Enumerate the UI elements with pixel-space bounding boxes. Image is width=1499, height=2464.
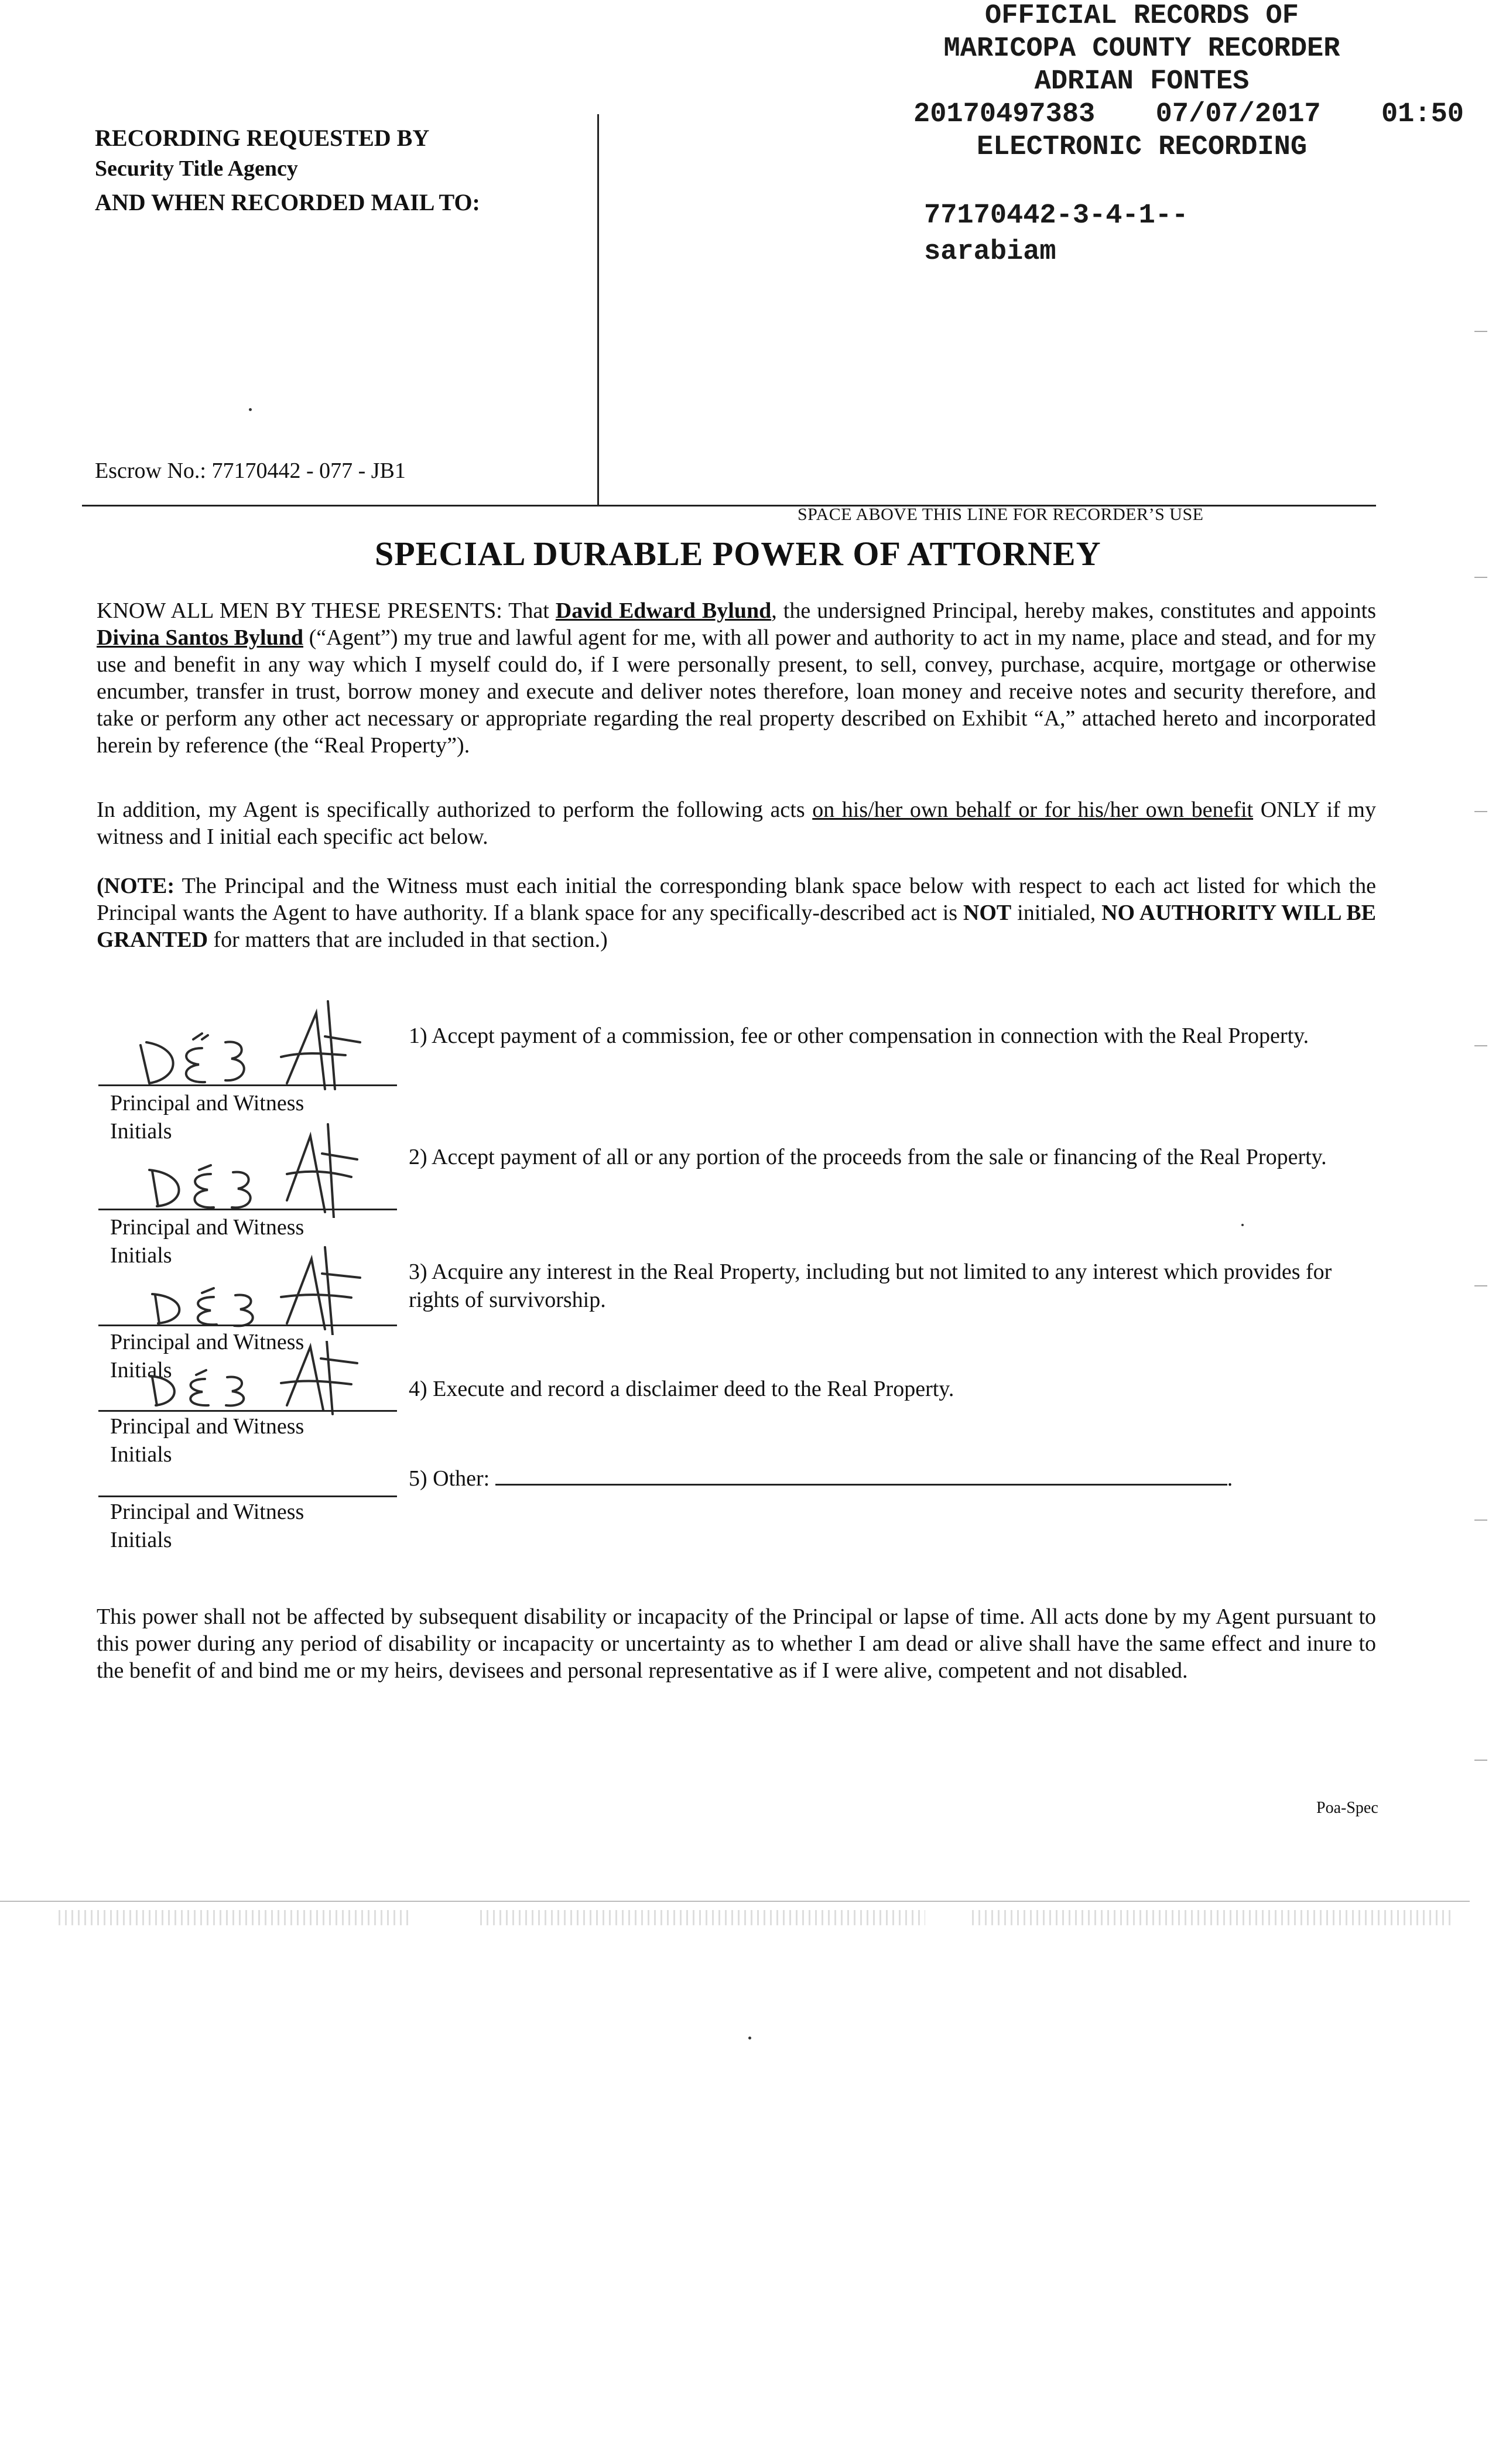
note-label: (NOTE: — [97, 874, 174, 898]
authorization-text-start: In addition, my Agent is specifically authorized to perform the following acts — [97, 798, 813, 822]
mail-to-label: AND WHEN RECORDED MAIL TO: — [95, 189, 480, 215]
principal-name: David Edward Bylund — [555, 598, 772, 623]
stamp-line-recorder-name: ADRIAN FONTES — [1034, 66, 1250, 97]
scan-edge-mark — [1474, 811, 1487, 812]
initials-signature-4 — [94, 1341, 375, 1417]
intro-text-mid: , the undersigned Principal, hereby makes, constitutes and appoints — [771, 598, 1376, 623]
scan-edge-line — [0, 1901, 1470, 1902]
form-code: Poa-Spec — [1316, 1799, 1378, 1817]
closing-paragraph: This power shall not be affected by subsequent disability or incapacity of the Principal or lapse of time. All acts done by my Agent pursuant to this power during any period of disability or incapacity or uncertainty as to whether I am dead or alive shall have the same effect and inure to the benefit of and bind me or my heirs, devisees and personal representative as if I were alive, competent and not disabled. — [97, 1604, 1376, 1683]
initials-label-bottom: Initials — [110, 1119, 172, 1144]
stamp-time: 01:50 — [1381, 99, 1464, 130]
initials-label-bottom: Initials — [110, 1358, 172, 1382]
initials-signature-2 — [94, 1118, 375, 1218]
act-item-5: 5) Other: . — [409, 1463, 1381, 1493]
act-item-4: 4) Execute and record a disclaimer deed to the Real Property. — [409, 1377, 954, 1401]
initials-label-5 — [110, 1498, 304, 1554]
intro-paragraph — [97, 597, 1376, 759]
initials-label-top: Principal and Witness — [110, 1414, 304, 1439]
intro-text-start: KNOW ALL MEN BY THESE PRESENTS: That — [97, 598, 556, 623]
note-mid: initialed, — [1011, 901, 1102, 925]
act-item-3: 3) Acquire any interest in the Real Property, including but not limited to any interest which provides for rights of survivorship. — [409, 1260, 1332, 1312]
stray-dot — [748, 2037, 751, 2039]
escrow-number: Escrow No.: 77170442 - 077 - JB1 — [95, 458, 406, 483]
initials-line-4 — [98, 1410, 397, 1412]
agency-name: Security Title Agency — [95, 156, 298, 181]
initials-signature-3 — [94, 1241, 375, 1335]
stray-dot — [1241, 1224, 1244, 1226]
act-item-2: 2) Accept payment of all or any portion of the proceeds from the sale or financing of the Real Property. — [409, 1145, 1327, 1169]
note-not: NOT — [963, 901, 1012, 925]
initials-line-1 — [98, 1084, 397, 1086]
authorization-underlined: on his/her own behalf or for his/her own benefit — [812, 798, 1254, 822]
initials-label-bottom: Initials — [110, 1528, 172, 1552]
authorization-text-end: ONLY if my witness and I initial each specific act below. — [97, 798, 1376, 849]
initials-label-bottom: Initials — [110, 1243, 172, 1268]
initials-line-3 — [98, 1325, 397, 1326]
authorization-paragraph — [97, 796, 1376, 850]
document-title: SPECIAL DURABLE POWER OF ATTORNEY — [375, 535, 1101, 573]
intro-text-end: (“Agent”) my true and lawful agent for me, with all power and authority to act in my name, place and stead, and for my use and benefit in any way which I myself could do, if I were personally present, to sell, convey, purchase, acquire, mortgage or otherwise encumber, transfer in trust, borrow money and execute and deliver notes therefore, loan money and receive notes and security therefore, and take or perform any other act necessary or appropriate regarding the real property described on Exhibit “A,” attached hereto and incorporated herein by reference (the “Real Property”). — [97, 625, 1376, 758]
recorder-stamp — [913, 0, 1476, 164]
stamp-line-county: MARICOPA COUNTY RECORDER — [943, 33, 1340, 64]
scan-edge-mark — [1474, 1045, 1487, 1046]
recorder-space-note: SPACE ABOVE THIS LINE FOR RECORDER’S USE — [798, 505, 1204, 524]
recording-requested-by: RECORDING REQUESTED BY — [95, 125, 430, 151]
initials-label-top: Principal and Witness — [110, 1330, 304, 1354]
stamp-ref-code: 77170442-3-4-1-- — [924, 200, 1189, 231]
stamp-user: sarabiam — [924, 237, 1056, 268]
scan-edge-mark — [1474, 1520, 1487, 1521]
other-blank-line — [495, 1463, 1227, 1486]
initials-label-top: Principal and Witness — [110, 1215, 304, 1240]
initials-line-2 — [98, 1209, 397, 1210]
stamp-doc-number: 20170497383 — [913, 99, 1096, 130]
initials-label-top: Principal and Witness — [110, 1500, 304, 1524]
header-divider-vertical — [597, 114, 599, 507]
note-no-authority: NO AUTHORITY WILL BE GRANTED — [97, 901, 1376, 952]
initials-label-bottom: Initials — [110, 1442, 172, 1467]
scan-edge-mark — [1474, 331, 1487, 332]
agent-name: Divina Santos Bylund — [97, 625, 303, 650]
act-item-1: 1) Accept payment of a commission, fee or other compensation in connection with the Real Property. — [409, 1024, 1309, 1048]
stamp-line-electronic: ELECTRONIC RECORDING — [976, 132, 1308, 163]
initials-label-top: Principal and Witness — [110, 1091, 304, 1115]
scan-edge-mark — [1474, 1285, 1487, 1286]
initials-signature-1 — [94, 990, 375, 1095]
stamp-date: 07/07/2017 — [1155, 99, 1321, 130]
note-body: The Principal and the Witness must each initial the corresponding blank space below with respect to each act listed for which the Principal wants the Agent to have authority. If a blank space for any specifically-described act is — [97, 874, 1376, 925]
initials-label-4 — [110, 1412, 304, 1469]
initials-line-5 — [98, 1495, 397, 1497]
scan-edge-mark — [1474, 577, 1487, 578]
note-paragraph — [97, 872, 1376, 953]
stamp-doc-row — [913, 98, 1464, 131]
stamp-line-official: OFFICIAL RECORDS OF — [985, 1, 1299, 32]
recording-request-block — [95, 123, 480, 218]
note-end: for matters that are included in that section.) — [208, 928, 608, 952]
act-5-label: 5) Other: — [409, 1466, 490, 1491]
scan-noise — [59, 1910, 410, 1925]
scan-noise — [480, 1910, 925, 1925]
stray-dot — [249, 408, 252, 411]
scan-edge-mark — [1474, 1760, 1487, 1761]
stamp-reference — [924, 198, 1188, 271]
scan-noise — [972, 1910, 1452, 1925]
